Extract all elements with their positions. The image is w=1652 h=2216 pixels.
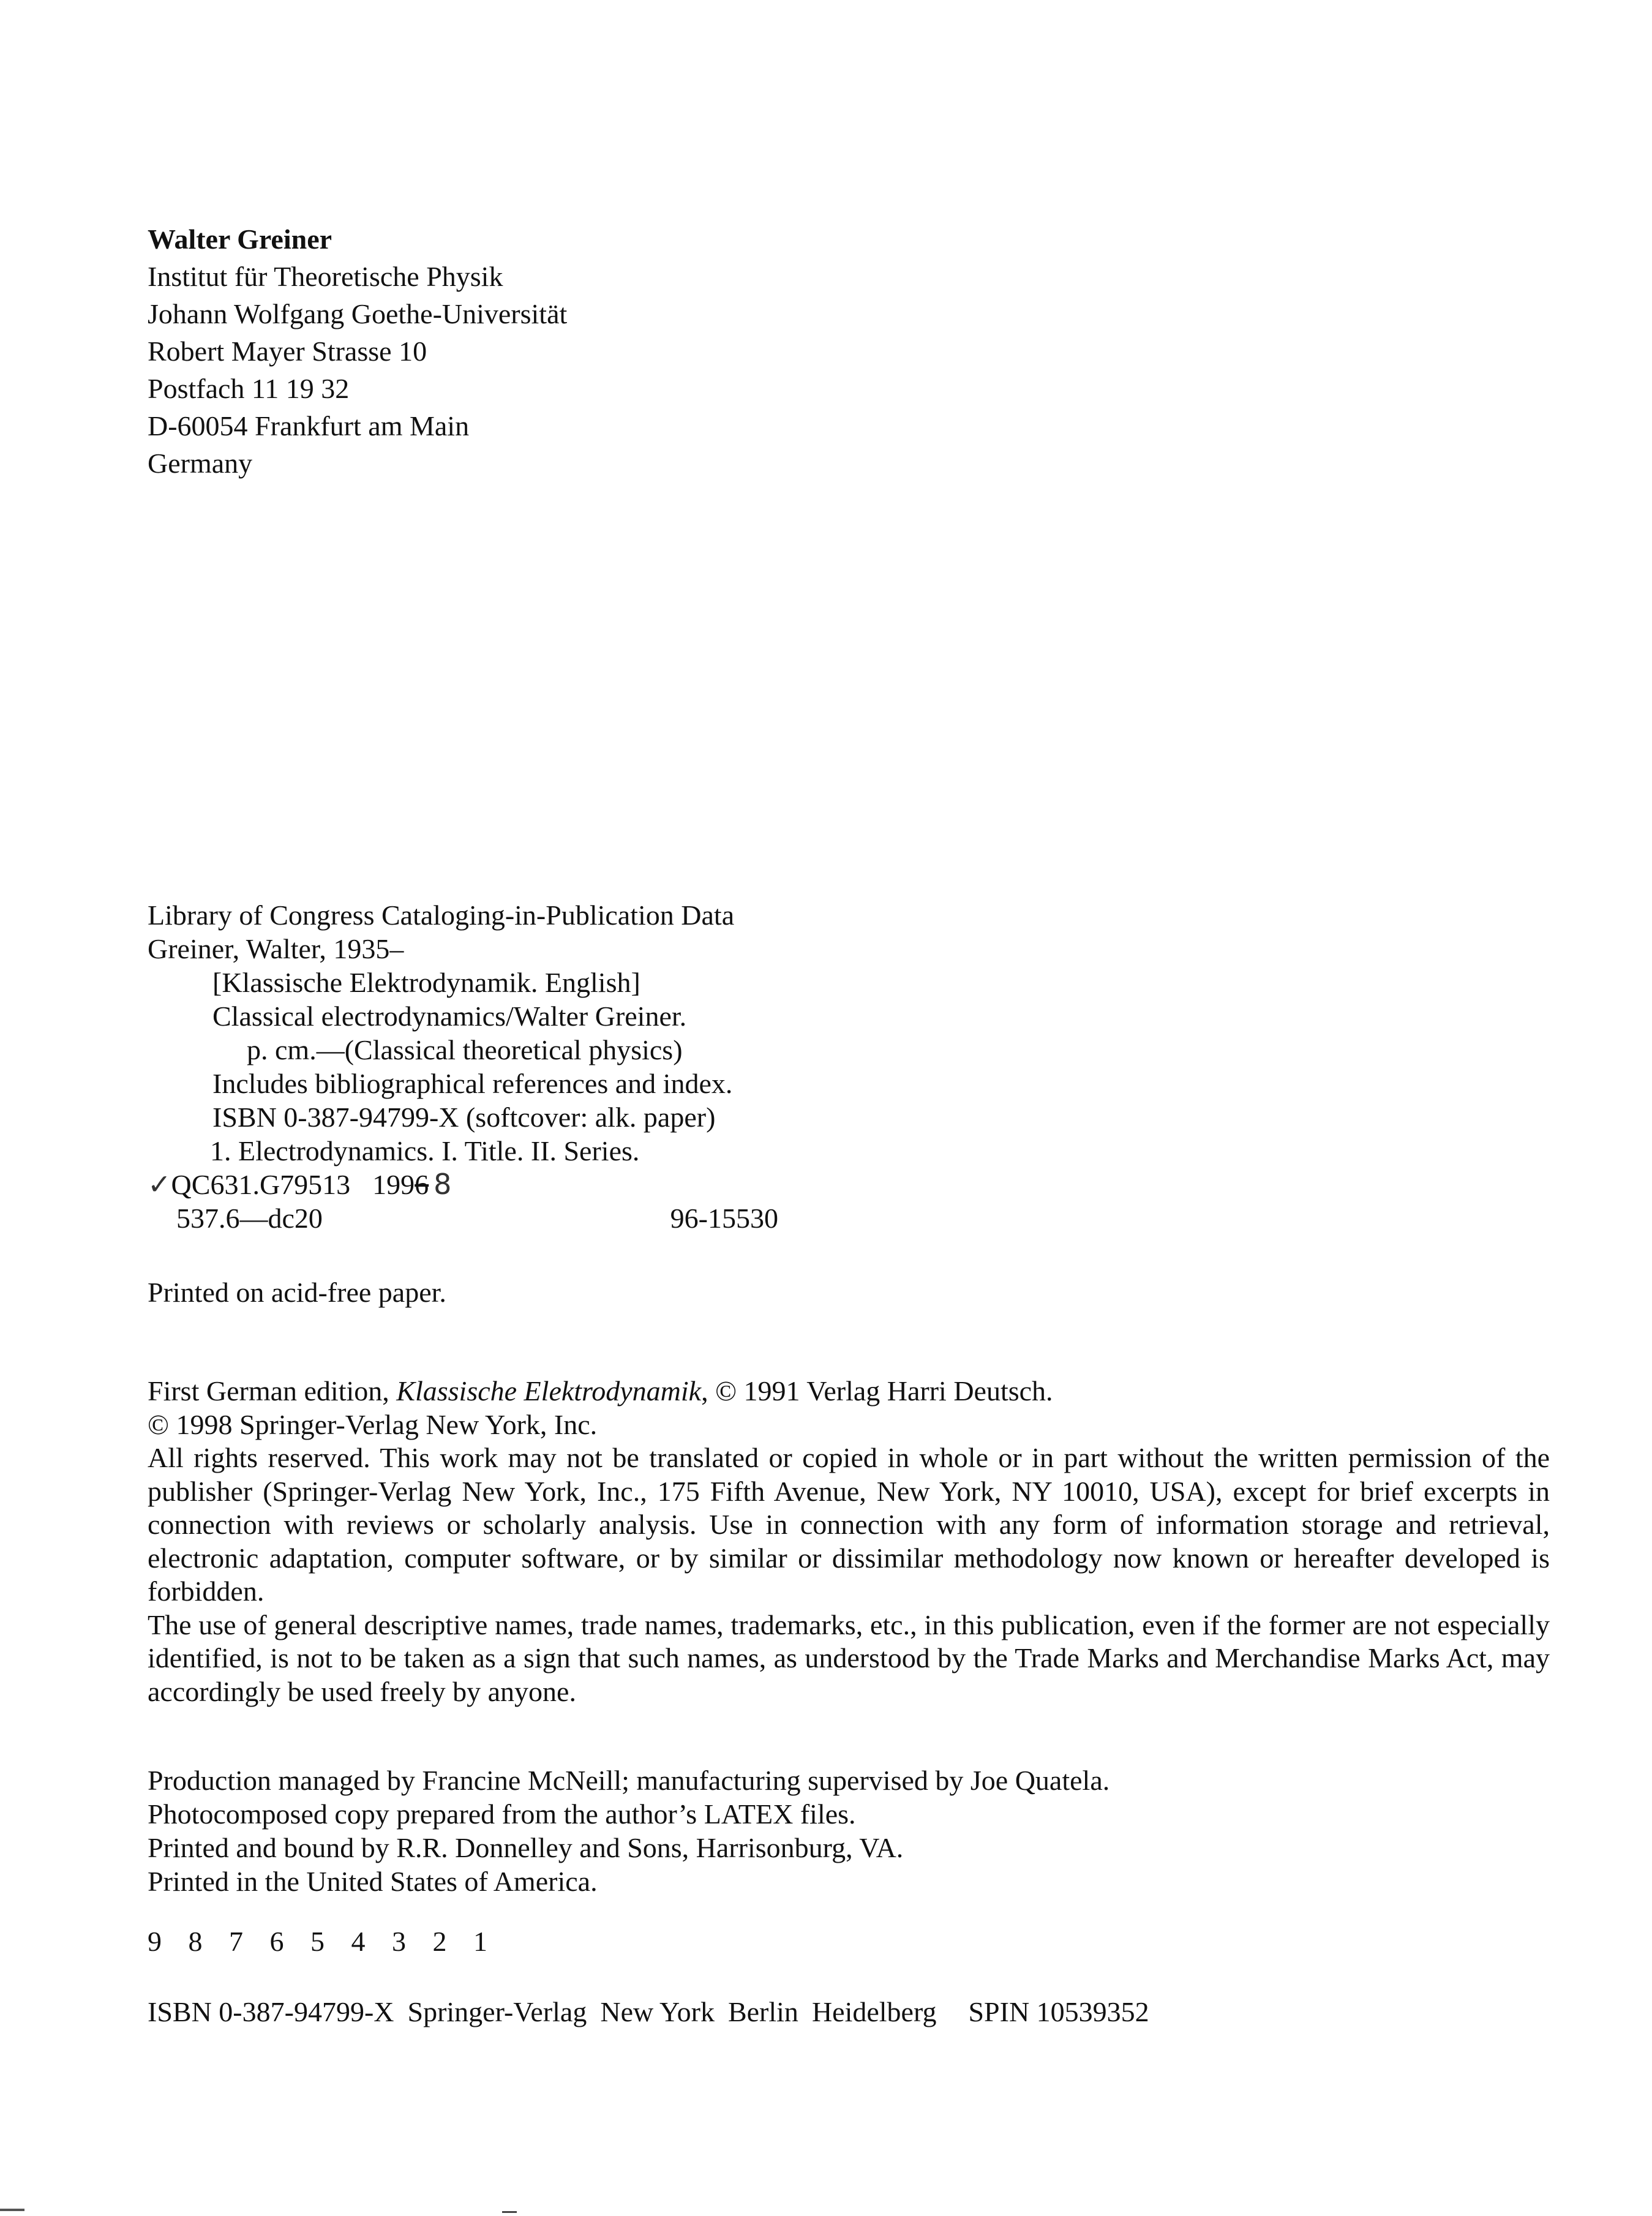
isbn-number: ISBN 0-387-94799-X [148,1996,394,2027]
cip-title: Classical electrodynamics/Walter Greiner. [212,1001,687,1032]
first-edition-suffix: , © 1991 Verlag Harri Deutsch. [701,1375,1053,1407]
production-block [148,1763,1109,1898]
copyright-line: © 1998 Springer-Verlag New York, Inc. [148,1408,598,1440]
cip-notes: Includes bibliographical references and index. [212,1068,733,1099]
address-line-3: Robert Mayer Strasse 10 [148,336,427,367]
imprint-city-3: Heidelberg [811,1996,937,2027]
cip-isbn: ISBN 0-387-94799-X (softcover: alk. paper) [212,1102,716,1133]
address-line-1: Institut für Theoretische Physik [148,261,503,292]
author-address-block [148,220,567,482]
handwritten-checkmark: ✓ [148,1168,171,1201]
scan-mark-artifact [502,2206,517,2213]
trademarks-paragraph: The use of general descriptive names, trade names, trademarks, etc., in this publication, even if the former are not especially identified, is not to be taken as a sign that such names, as understood by the Trade Marks and Merchandise Marks Act, may accordingly be used freely by anyone. [148,1609,1550,1707]
first-edition-title: Klassische Elektrodynamik [396,1375,702,1407]
production-line-3: Printed and bound by R.R. Donnelley and Sons, Harrisonburg, VA. [148,1832,904,1863]
cip-data-block [148,898,833,1235]
production-line-2: Photocomposed copy prepared from the author’s LATEX files. [148,1798,856,1830]
cip-call-number-line [148,1168,833,1201]
spin-number: SPIN 10539352 [968,1996,1149,2027]
address-line-4: Postfach 11 19 32 [148,373,350,404]
production-line-4: Printed in the United States of America. [148,1866,598,1897]
handwritten-year-correction: 8 [434,1168,452,1201]
address-line-6: Germany [148,448,253,479]
rights-block [148,1375,1550,1708]
call-number: QC631.G79513 [171,1169,351,1200]
cip-heading: Library of Congress Cataloging-in-Publication Data [148,900,735,931]
isbn-imprint-line [148,1993,1163,2030]
acid-free-text: Printed on acid-free paper. [148,1277,446,1308]
production-line-1: Production managed by Francine McNeill; manufacturing supervised by Joe Quatela. [148,1765,1110,1796]
cip-uniform-title: [Klassische Elektrodynamik. English] [212,967,640,998]
printing-sequence [148,1923,497,1960]
imprint-city-2: Berlin [727,1996,798,2027]
cip-collation: p. cm.—(Classical theoretical physics) [247,1034,683,1065]
call-year: 199 [372,1169,415,1200]
acid-free-note [148,1274,446,1311]
cip-classification-line [148,1201,778,1235]
cip-subjects: 1. Electrodynamics. I. Title. II. Series. [210,1135,640,1166]
imprint-city-1: New York [600,1996,715,2027]
lccn-number: 96-15530 [670,1203,778,1234]
imprint-publisher: Springer-Verlag [407,1996,587,2027]
dewey-number: 537.6—dc20 [176,1203,323,1234]
first-edition-line [148,1375,1550,1408]
printing-sequence-text: 9 8 7 6 5 4 3 2 1 [148,1926,497,1957]
address-line-5: D-60054 Frankfurt am Main [148,410,470,441]
first-edition-prefix: First German edition, [148,1375,397,1407]
scan-edge-artifact [0,2209,24,2211]
author-name: Walter Greiner [148,223,332,255]
cip-main-entry: Greiner, Walter, 1935– [148,933,404,964]
address-line-2: Johann Wolfgang Goethe-Universität [148,298,568,329]
rights-reserved-paragraph: All rights reserved. This work may not be translated or copied in whole or in part without the written permission of the publisher (Springer-Verlag New York, Inc., 175 Fifth Avenue, New York, NY 10010, USA), except for brief excerpts in connection with reviews or scholarly analysis. Use in connection with any form of information storage and retrieval, electronic adaptation, computer software, or by similar or dissimilar methodology now known or hereafter developed is forbidden. [148,1442,1550,1607]
call-year-struck-digit: 6 [415,1169,429,1200]
